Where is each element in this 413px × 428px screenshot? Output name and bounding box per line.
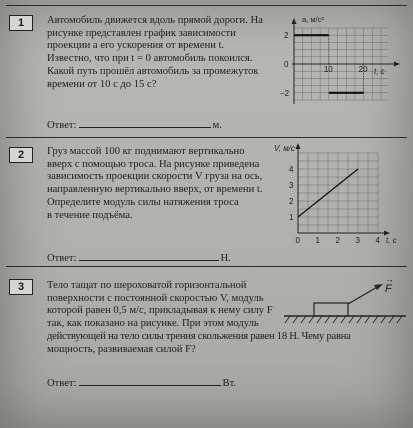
x-axis-label: t, с bbox=[374, 67, 385, 76]
x-tick-label: 4 bbox=[375, 236, 380, 245]
answer-line-1 bbox=[47, 117, 222, 131]
y-tick-label: 0 bbox=[284, 60, 289, 69]
separator-line bbox=[6, 137, 407, 138]
answer-line-2 bbox=[47, 250, 231, 264]
answer-input[interactable] bbox=[79, 117, 211, 128]
answer-label: Ответ: bbox=[47, 253, 77, 264]
problem-1-line: Какой путь прошёл автомобиль за промежуток bbox=[47, 65, 259, 77]
problem-1-line: Автомобиль движется вдоль прямой дороги. На bbox=[47, 15, 263, 26]
problem-2-line: в течение подъёма. bbox=[47, 209, 133, 221]
problem-2-line: Груз массой 100 кг поднимают вертикально bbox=[47, 146, 245, 157]
velocity-time-graph bbox=[272, 141, 408, 249]
problem-2-line: Определите модуль силы натяжения троса bbox=[47, 196, 239, 208]
x-tick-label: 2 bbox=[335, 236, 340, 245]
x-tick-label: 0 bbox=[295, 236, 300, 245]
answer-input[interactable] bbox=[79, 250, 219, 261]
x-tick-label: 3 bbox=[355, 236, 360, 245]
problem-2-line: направленную вертикально вверх, от времени t. bbox=[47, 184, 263, 196]
answer-unit: Н. bbox=[220, 253, 231, 264]
x-tick-label: 20 bbox=[358, 65, 368, 74]
x-axis-label: t, с bbox=[386, 236, 397, 245]
y-tick-label: 2 bbox=[289, 197, 294, 206]
x-axis-arrow bbox=[394, 62, 400, 67]
problem-3-line: поверхности с постоянной скоростью V, модуль bbox=[47, 292, 264, 304]
separator-line bbox=[6, 266, 407, 267]
block bbox=[314, 303, 348, 316]
force-arrow bbox=[348, 286, 379, 304]
problem-number-2: 2 bbox=[9, 147, 33, 163]
answer-label: Ответ: bbox=[47, 378, 77, 389]
problem-3-line: которой равен 0,5 м/с, прикладывая к нему силу F bbox=[47, 305, 273, 317]
y-tick-label: 2 bbox=[284, 31, 289, 41]
problem-3-line: действующей на тело силы трения скольжения равен 18 Н. Чему равна bbox=[47, 330, 351, 342]
answer-input[interactable] bbox=[79, 375, 221, 386]
force-label: F bbox=[385, 283, 392, 295]
problem-2-text bbox=[47, 146, 270, 222]
y-tick-label: −2 bbox=[280, 88, 290, 98]
separator-line bbox=[6, 5, 407, 6]
vector-bar: → bbox=[385, 276, 394, 284]
problem-1-line: рисунке представлен график зависимости bbox=[47, 27, 236, 39]
answer-unit: Вт. bbox=[222, 378, 237, 389]
problem-1-text bbox=[47, 15, 272, 91]
y-tick-label: 3 bbox=[289, 181, 294, 190]
y-axis-label: V, м/с bbox=[274, 144, 295, 153]
problem-number-1: 1 bbox=[9, 15, 33, 31]
problem-1-line: Известно, что при t = 0 автомобиль покоился. bbox=[47, 53, 253, 65]
problem-3-line: мощность, развиваемая силой F? bbox=[47, 343, 196, 355]
problem-2-line: вверх с помощью троса. На рисунке приведена bbox=[47, 158, 260, 170]
problem-3-line: Тело тащат по шероховатой горизонтальной bbox=[47, 280, 247, 291]
x-tick-label: 10 bbox=[323, 65, 333, 74]
problem-1-line: времени от 10 с до 15 с? bbox=[47, 78, 157, 90]
answer-label: Ответ: bbox=[47, 120, 77, 131]
y-tick-label: 1 bbox=[289, 213, 294, 222]
x-tick-label: 1 bbox=[315, 236, 320, 245]
problem-2-line: зависимость проекции скорости V груза на ось, bbox=[47, 171, 263, 183]
y-axis-label: a, м/с² bbox=[302, 15, 324, 24]
force-arrow-head bbox=[374, 284, 383, 290]
y-axis-arrow bbox=[296, 143, 301, 149]
answer-line-3 bbox=[47, 375, 236, 389]
acceleration-time-graph bbox=[276, 10, 408, 110]
problem-3-line: так, как показано на рисунке. При этом модуль bbox=[47, 318, 259, 330]
problem-number-3: 3 bbox=[9, 279, 33, 295]
y-axis-arrow bbox=[292, 18, 297, 24]
problem-1-line: проекции a его ускорения от времени t. bbox=[47, 40, 225, 52]
y-tick-label: 4 bbox=[289, 165, 294, 174]
block-on-surface-diagram bbox=[282, 276, 408, 328]
x-axis-arrow bbox=[384, 231, 390, 236]
answer-unit: м. bbox=[212, 120, 222, 131]
